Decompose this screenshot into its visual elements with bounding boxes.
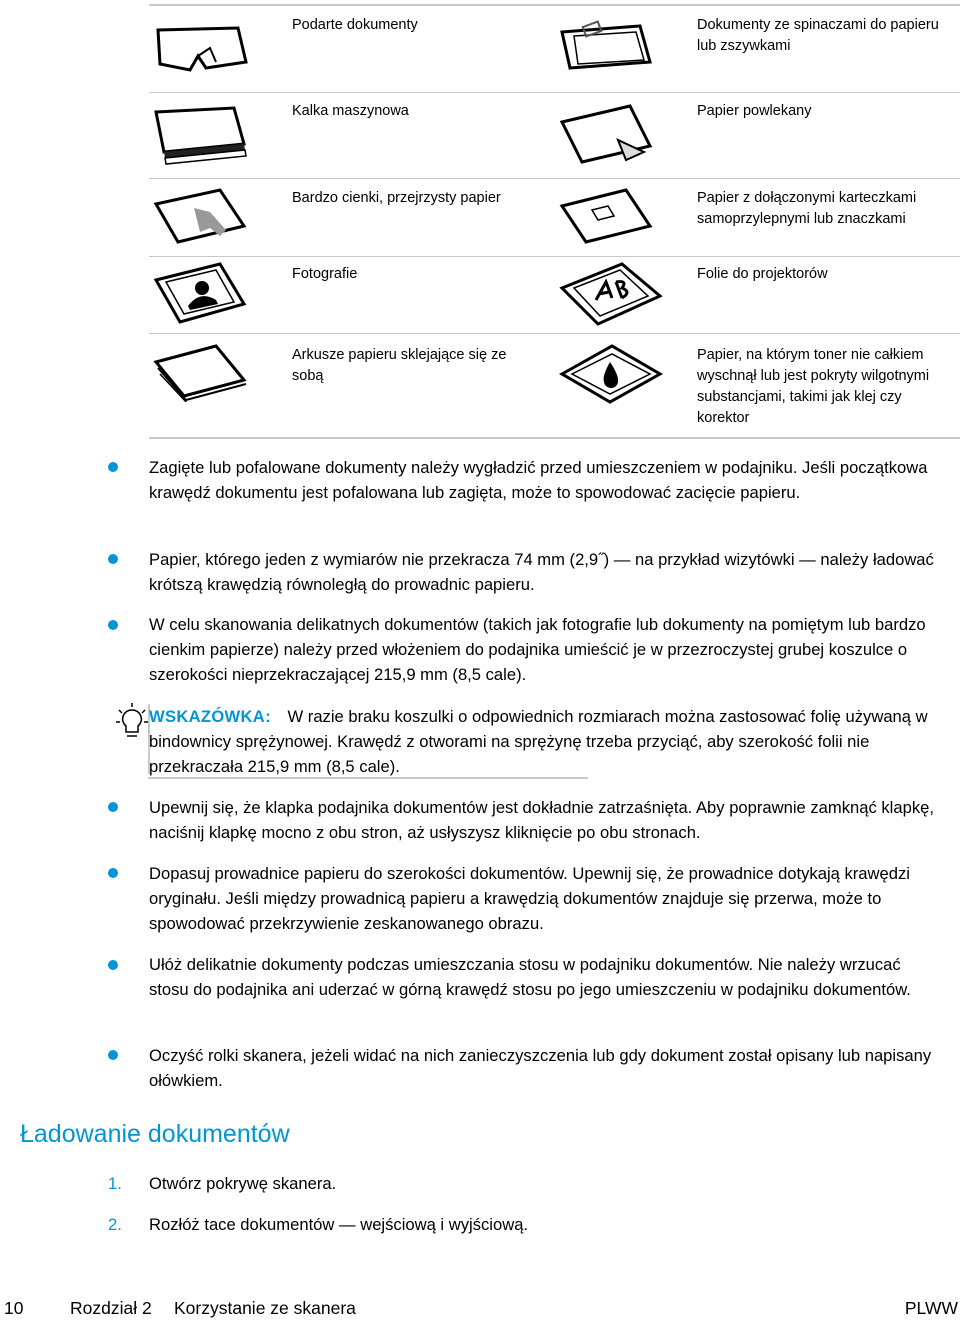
table-cell-left: Bardzo cienki, przejrzysty papier	[292, 190, 501, 206]
list-item: W celu skanowania delikatnych dokumentów (takich jak fotografie lub dokumenty na pomiętym lub bardzo cienkim papierze) należy przed włożeniem do podajnika umieścić je w przezroczystej grubej koszulce o szerokości nieprzekraczającej 215,9 mm (8,5 cale).	[149, 615, 926, 684]
table-cell-right: Papier, na którym toner nie całkiem wyschnął lub jest pokryty wilgotnymi substancjami, takimi jak klej czy korektor	[697, 347, 930, 426]
list-item: Papier, którego jeden z wymiarów nie przekracza 74 mm (2,9˝) — na przykład wizytówki — należy ładować krótszą krawędzią równoległą do prowadnic papieru.	[149, 550, 934, 594]
table-cell-right: Dokumenty ze spinaczami do papieru lub zszywkami	[697, 17, 939, 54]
locale-code: PLWW	[904, 1298, 958, 1318]
list-item: Upewnij się, że klapka podajnika dokumentów jest dokładnie zatrzaśnięta. Aby poprawnie zamknąć klapkę, naciśnij klapkę mocno z obu stron, aż usłyszysz kliknięcie po obu stronach.	[149, 798, 934, 842]
coated-paper-icon	[556, 100, 656, 170]
transparency-icon	[556, 260, 666, 328]
lightbulb-icon	[116, 702, 148, 742]
sticking-sheets-icon	[150, 340, 250, 402]
list-item: Dopasuj prowadnice papieru do szerokości dokumentów. Upewnij się, że prowadnice dotykają krawędzi oryginału. Jeśli między prowadnicą papieru a krawędzią dokumentów znajduje się przerwa, może to spowodować przekrzywienie zeskanowanego obrazu.	[149, 864, 910, 933]
photograph-icon	[150, 260, 250, 328]
table-cell-left: Kalka maszynowa	[292, 103, 409, 119]
step-number: 1.	[108, 1174, 122, 1193]
table-cell-right: Papier powlekany	[697, 103, 812, 119]
table-cell-left: Fotografie	[292, 266, 358, 282]
bullet-icon	[108, 802, 118, 812]
table-cell-right: Papier z dołączonymi karteczkami samoprzylepnymi lub znaczkami	[697, 190, 917, 227]
chapter-label: Rozdział 2	[70, 1298, 152, 1318]
step-text: Otwórz pokrywę skanera.	[149, 1174, 337, 1193]
table-divider	[149, 178, 960, 179]
list-item: Ułóż delikatnie dokumenty podczas umieszczania stosu w podajniku dokumentów. Nie należy wrzucać stosu do podajnika ani uderzać w górną krawędź stosu po jego umieszczeniu w podajniku dokumentów.	[149, 955, 911, 999]
bullet-icon	[108, 868, 118, 878]
wet-toner-paper-icon	[556, 340, 666, 408]
bullet-icon	[108, 960, 118, 970]
table-cell-left: Arkusze papieru sklejające się ze sobą	[292, 347, 507, 384]
table-divider	[149, 256, 960, 257]
tip-text-block	[149, 704, 949, 779]
table-divider	[149, 92, 960, 93]
tip-bottom-rule	[148, 777, 588, 779]
carbon-paper-icon	[150, 100, 250, 170]
thin-paper-icon	[150, 186, 250, 248]
table-cell-left: Podarte dokumenty	[292, 17, 418, 33]
step-number: 2.	[108, 1215, 122, 1234]
sticky-notes-paper-icon	[556, 186, 656, 248]
chapter-title: Korzystanie ze skanera	[174, 1298, 356, 1318]
list-item: Oczyść rolki skanera, jeżeli widać na nich zanieczyszczenia lub gdy dokument został opisany lub napisany ołówkiem.	[149, 1046, 932, 1090]
bullet-icon	[108, 1050, 118, 1060]
section-heading: Ładowanie dokumentów	[20, 1120, 290, 1148]
table-cell-right: Folie do projektorów	[697, 266, 828, 282]
bullet-icon	[108, 554, 118, 564]
page-number: 10	[4, 1298, 24, 1318]
bullet-icon	[108, 620, 118, 630]
torn-document-icon	[150, 18, 250, 76]
table-bottom-rule	[149, 437, 960, 439]
tip-label: WSKAZÓWKA:	[149, 707, 271, 726]
table-top-rule	[149, 4, 960, 6]
list-item: Zagięte lub pofalowane dokumenty należy wygładzić przed umieszczeniem w podajniku. Jeśli początkowa krawędź dokumentu jest pofalowana lub zagięta, może to spowodować zacięcie papieru.	[149, 458, 928, 502]
table-divider	[149, 333, 960, 334]
step-text: Rozłóż tace dokumentów — wejściową i wyjściową.	[149, 1215, 529, 1234]
clipped-document-icon	[556, 18, 656, 76]
tip-text: W razie braku koszulki o odpowiednich rozmiarach można zastosować folię używaną w bindownicy sprężynowej. Krawędź z otworami na sprężynę trzeba przyciąć, aby szerokość folii nie przekraczała 215,9 mm (8,5 cale).	[149, 707, 928, 776]
bullet-icon	[108, 462, 118, 472]
